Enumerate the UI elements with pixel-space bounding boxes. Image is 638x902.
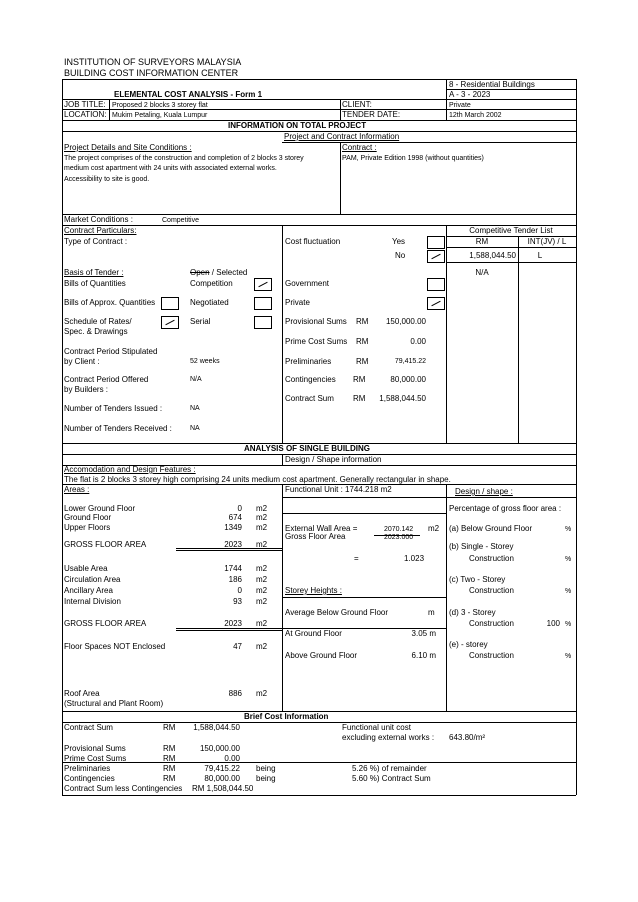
ancillary-label: Ancillary Area: [64, 586, 113, 595]
pci-title: Project and Contract Information: [284, 132, 400, 141]
analysis-title: ANALYSIS OF SINGLE BUILDING: [244, 444, 370, 453]
tender-list-title: Competitive Tender List: [469, 226, 553, 235]
tenders-received-value: NA: [190, 425, 200, 432]
upper-label: Upper Floors: [64, 523, 111, 532]
gfa2-label: GROSS FLOOR AREA: [64, 619, 147, 628]
a-pct: %: [565, 526, 572, 533]
schedule-label-1: Schedule of Rates/: [64, 317, 132, 326]
contingencies-label: Contingencies: [285, 375, 336, 384]
brief-prelim-value: 79,415.22: [204, 764, 240, 773]
details-line-2: medium cost apartment with 24 units with associated external works.: [64, 165, 277, 172]
details-label: Project Details and Site Conditions :: [64, 143, 192, 152]
brief-prov-value: 150,000.00: [199, 744, 240, 753]
gfa-value: 2023: [224, 540, 242, 549]
prime-sums-label: Prime Cost Sums: [285, 337, 348, 346]
storey-heights-label: Storey Heights :: [285, 586, 342, 595]
pct-gfa-label: Percentage of gross floor area :: [449, 504, 562, 513]
c-construction: Construction: [469, 586, 514, 595]
job-title-label: JOB TITLE:: [64, 100, 106, 109]
period-offered-1: Contract Period Offered: [64, 375, 149, 384]
e-pct: %: [565, 653, 572, 660]
center-name: BUILDING COST INFORMATION CENTER: [64, 68, 239, 78]
at-ground-value: 3.05 m: [411, 629, 436, 638]
approx-label: Bills of Approx. Quantities: [64, 298, 156, 307]
accom-label: Accomodation and Design Features :: [64, 465, 196, 474]
fu-cost-label-1: Functional unit cost: [342, 723, 411, 732]
location: Mukim Petaling, Kuala Lumpur: [112, 112, 208, 119]
negotiated-label: Negotiated: [190, 298, 229, 307]
category: 8 - Residential Buildings: [449, 80, 535, 89]
ewa-unit: m2: [428, 524, 440, 533]
brief-cont-label: Contingencies: [64, 774, 115, 783]
d-construction: Construction: [469, 619, 514, 628]
at-ground-label: At Ground Floor: [285, 629, 342, 638]
b-construction: Construction: [469, 554, 514, 563]
tender-date: 12th March 2002: [449, 112, 502, 119]
period-offered-value: N/A: [190, 376, 202, 383]
form-title: ELEMENTAL COST ANALYSIS - Form 1: [114, 90, 263, 99]
roof-label-2: (Structural and Plant Room): [64, 699, 164, 708]
d-pct: %: [565, 621, 572, 628]
brief-less-label: Contract Sum less Contingencies: [64, 784, 183, 793]
tender-date-label: TENDER DATE:: [342, 110, 401, 119]
contingencies-rm: RM: [353, 375, 366, 384]
prime-sums-rm: RM: [356, 337, 369, 346]
fluct-label: Cost fluctuation: [285, 237, 341, 246]
brief-prime-label: Prime Cost Sums: [64, 754, 127, 763]
lower-ground-value: 0: [237, 504, 242, 513]
gfa-denominator: 2023.000: [384, 534, 414, 541]
contract-sum-value: 1,588,044.50: [379, 394, 426, 403]
brief-prelim-being: being: [256, 764, 276, 773]
c-pct: %: [565, 588, 572, 595]
brief-title: Brief Cost Information: [244, 712, 329, 721]
yes-label: Yes: [392, 237, 406, 246]
negotiated-checkbox[interactable]: [254, 297, 272, 310]
gfa-unit: m2: [256, 540, 268, 549]
ewa-label: External Wall Area =: [285, 524, 358, 533]
no-checkbox[interactable]: [427, 250, 445, 263]
b-single-storey: (b) Single - Storey: [449, 542, 514, 551]
serial-label: Serial: [190, 317, 211, 326]
no-label: No: [395, 251, 406, 260]
avg-below-unit: m: [428, 608, 435, 617]
brief-prelim-pct: 5.26 %) of remainder: [352, 764, 427, 773]
contingencies-value: 80,000.00: [390, 375, 426, 384]
above-ground-label: Above Ground Floor: [285, 651, 358, 660]
market-label: Market Conditions :: [64, 215, 133, 224]
tender-row-flag: L: [537, 251, 543, 260]
brief-sum-label: Contract Sum: [64, 723, 113, 732]
schedule-label-2: Spec. & Drawings: [64, 327, 128, 336]
d-three-storey: (d) 3 - Storey: [449, 608, 496, 617]
b-pct: %: [565, 556, 572, 563]
type-label: Type of Contract :: [64, 237, 128, 246]
market-value: Competitive: [162, 217, 199, 224]
ancillary-unit: m2: [256, 586, 268, 595]
ground-unit: m2: [256, 513, 268, 522]
fsne-unit: m2: [256, 642, 268, 651]
c-two-storey: (c) Two - Storey: [449, 575, 506, 584]
prelim-value: 79,415.22: [394, 358, 426, 365]
brief-prime-value: 0.00: [224, 754, 240, 763]
serial-checkbox[interactable]: [254, 316, 272, 329]
period-stipulated-value: 52 weeks: [190, 358, 220, 365]
basis-options: Open / Selected: [190, 268, 248, 277]
particulars-label: Contract Particulars:: [64, 226, 137, 235]
period-offered-2: by Builders :: [64, 385, 109, 394]
government-checkbox[interactable]: [427, 278, 445, 291]
circulation-unit: m2: [256, 575, 268, 584]
ref-number: A - 3 - 2023: [449, 90, 491, 99]
fu-cost-label-2: excluding external works :: [342, 733, 435, 742]
above-ground-value: 6.10 m: [411, 651, 436, 660]
fu-cost-value: 643.80/m²: [449, 733, 486, 742]
tender-col-int: INT(JV) / L: [527, 237, 567, 246]
tenders-received-label: Number of Tenders Received :: [64, 424, 172, 433]
avg-below-label: Average Below Ground Floor: [285, 608, 389, 617]
brief-prov-rm: RM: [163, 744, 176, 753]
location-label: LOCATION:: [64, 110, 107, 119]
basis-label: Basis of Tender :: [64, 268, 124, 277]
gfa-denominator-label: Gross Floor Area: [285, 532, 346, 541]
usable-label: Usable Area: [64, 564, 108, 573]
private-label: Private: [285, 298, 310, 307]
e-construction: Construction: [469, 651, 514, 660]
upper-value: 1349: [224, 523, 242, 532]
boq-label: Bills of Quantities: [64, 279, 126, 288]
prelim-rm: RM: [356, 357, 369, 366]
government-label: Government: [285, 279, 330, 288]
contract-sum-label: Contract Sum: [285, 394, 334, 403]
a-below-ground: (a) Below Ground Floor: [449, 524, 533, 533]
prelim-label: Preliminaries: [285, 357, 332, 366]
yes-checkbox[interactable]: [427, 236, 445, 249]
areas-label: Areas :: [64, 485, 90, 494]
prov-sums-label: Provisional Sums: [285, 317, 347, 326]
tenders-issued-label: Number of Tenders Issued :: [64, 404, 163, 413]
brief-prime-rm: RM: [163, 754, 176, 763]
internal-label: Internal Division: [64, 597, 121, 606]
org-name: INSTITUTION OF SURVEYORS MALAYSIA: [64, 57, 242, 67]
gfa2-unit: m2: [256, 619, 268, 628]
brief-cont-pct: 5.60 %) Contract Sum: [352, 774, 431, 783]
prov-sums-value: 150,000.00: [385, 317, 426, 326]
internal-value: 93: [233, 597, 242, 606]
prov-sums-rm: RM: [356, 317, 369, 326]
gfa-label: GROSS FLOOR AREA: [64, 540, 147, 549]
brief-cont-rm: RM: [163, 774, 176, 783]
ancillary-value: 0: [237, 586, 242, 595]
details-line-3: Accessibility to site is good.: [64, 176, 150, 183]
ewa-numerator: 2070.142: [384, 526, 414, 533]
e-storey: (e) - storey: [449, 640, 488, 649]
client-label: CLIENT:: [342, 100, 372, 109]
circulation-value: 186: [228, 575, 242, 584]
job-title: Proposed 2 blocks 3 storey flat: [112, 102, 208, 109]
client: Private: [449, 102, 471, 109]
schedule-checkbox[interactable]: [161, 316, 179, 329]
usable-value: 1744: [224, 564, 242, 573]
period-stipulated-2: by Client :: [64, 357, 100, 366]
roof-label-1: Roof Area: [64, 689, 100, 698]
design-info-title: Design / Shape information: [285, 455, 382, 464]
design-shape-label: Design / shape :: [455, 487, 513, 496]
period-stipulated-1: Contract Period Stipulated: [64, 347, 158, 356]
tenders-issued-value: NA: [190, 405, 200, 412]
gfa2-value: 2023: [224, 619, 242, 628]
brief-cont-value: 80,000.00: [204, 774, 240, 783]
accom-text: The flat is 2 blocks 3 storey high comprising 24 units medium cost apartment. Generally rectangular in shape.: [64, 475, 451, 484]
wall-floor-ratio: 1.023: [404, 554, 425, 563]
brief-prov-label: Provisional Sums: [64, 744, 126, 753]
ratio-equals: =: [354, 554, 359, 563]
upper-unit: m2: [256, 523, 268, 532]
lower-ground-label: Lower Ground Floor: [64, 504, 136, 513]
competition-checkbox[interactable]: [254, 278, 272, 291]
contract-sum-rm: RM: [353, 394, 366, 403]
usable-unit: m2: [256, 564, 268, 573]
tender-row-value: 1,588,044.50: [469, 251, 516, 260]
roof-unit: m2: [256, 689, 268, 698]
brief-sum-rm: RM: [163, 723, 176, 732]
lower-ground-unit: m2: [256, 504, 268, 513]
tender-col-rm: RM: [475, 237, 489, 246]
competition-label: Competition: [190, 279, 233, 288]
ground-value: 674: [228, 513, 242, 522]
brief-prelim-rm: RM: [163, 764, 176, 773]
internal-unit: m2: [256, 597, 268, 606]
contract-label: Contract :: [342, 143, 377, 152]
prime-sums-value: 0.00: [410, 337, 426, 346]
brief-sum-value: 1,588,044.50: [193, 723, 240, 732]
brief-less-value: RM 1,508,044.50: [192, 784, 254, 793]
info-title: INFORMATION ON TOTAL PROJECT: [228, 121, 367, 130]
brief-prelim-label: Preliminaries: [64, 764, 111, 773]
contract-value: PAM, Private Edition 1998 (without quantities): [342, 155, 484, 162]
circulation-label: Circulation Area: [64, 575, 121, 584]
functional-unit: Functional Unit : 1744.218 m2: [285, 485, 392, 494]
roof-value: 886: [228, 689, 242, 698]
d-value: 100: [546, 619, 560, 628]
tender-na: N/A: [475, 268, 489, 277]
fsne-value: 47: [233, 642, 242, 651]
approx-checkbox[interactable]: [161, 297, 179, 310]
private-checkbox[interactable]: [427, 297, 445, 310]
details-line-1: The project comprises of the construction and completion of 2 blocks 3 storey: [64, 155, 304, 162]
fsne-label: Floor Spaces NOT Enclosed: [64, 642, 166, 651]
ground-label: Ground Floor: [64, 513, 112, 522]
brief-cont-being: being: [256, 774, 276, 783]
